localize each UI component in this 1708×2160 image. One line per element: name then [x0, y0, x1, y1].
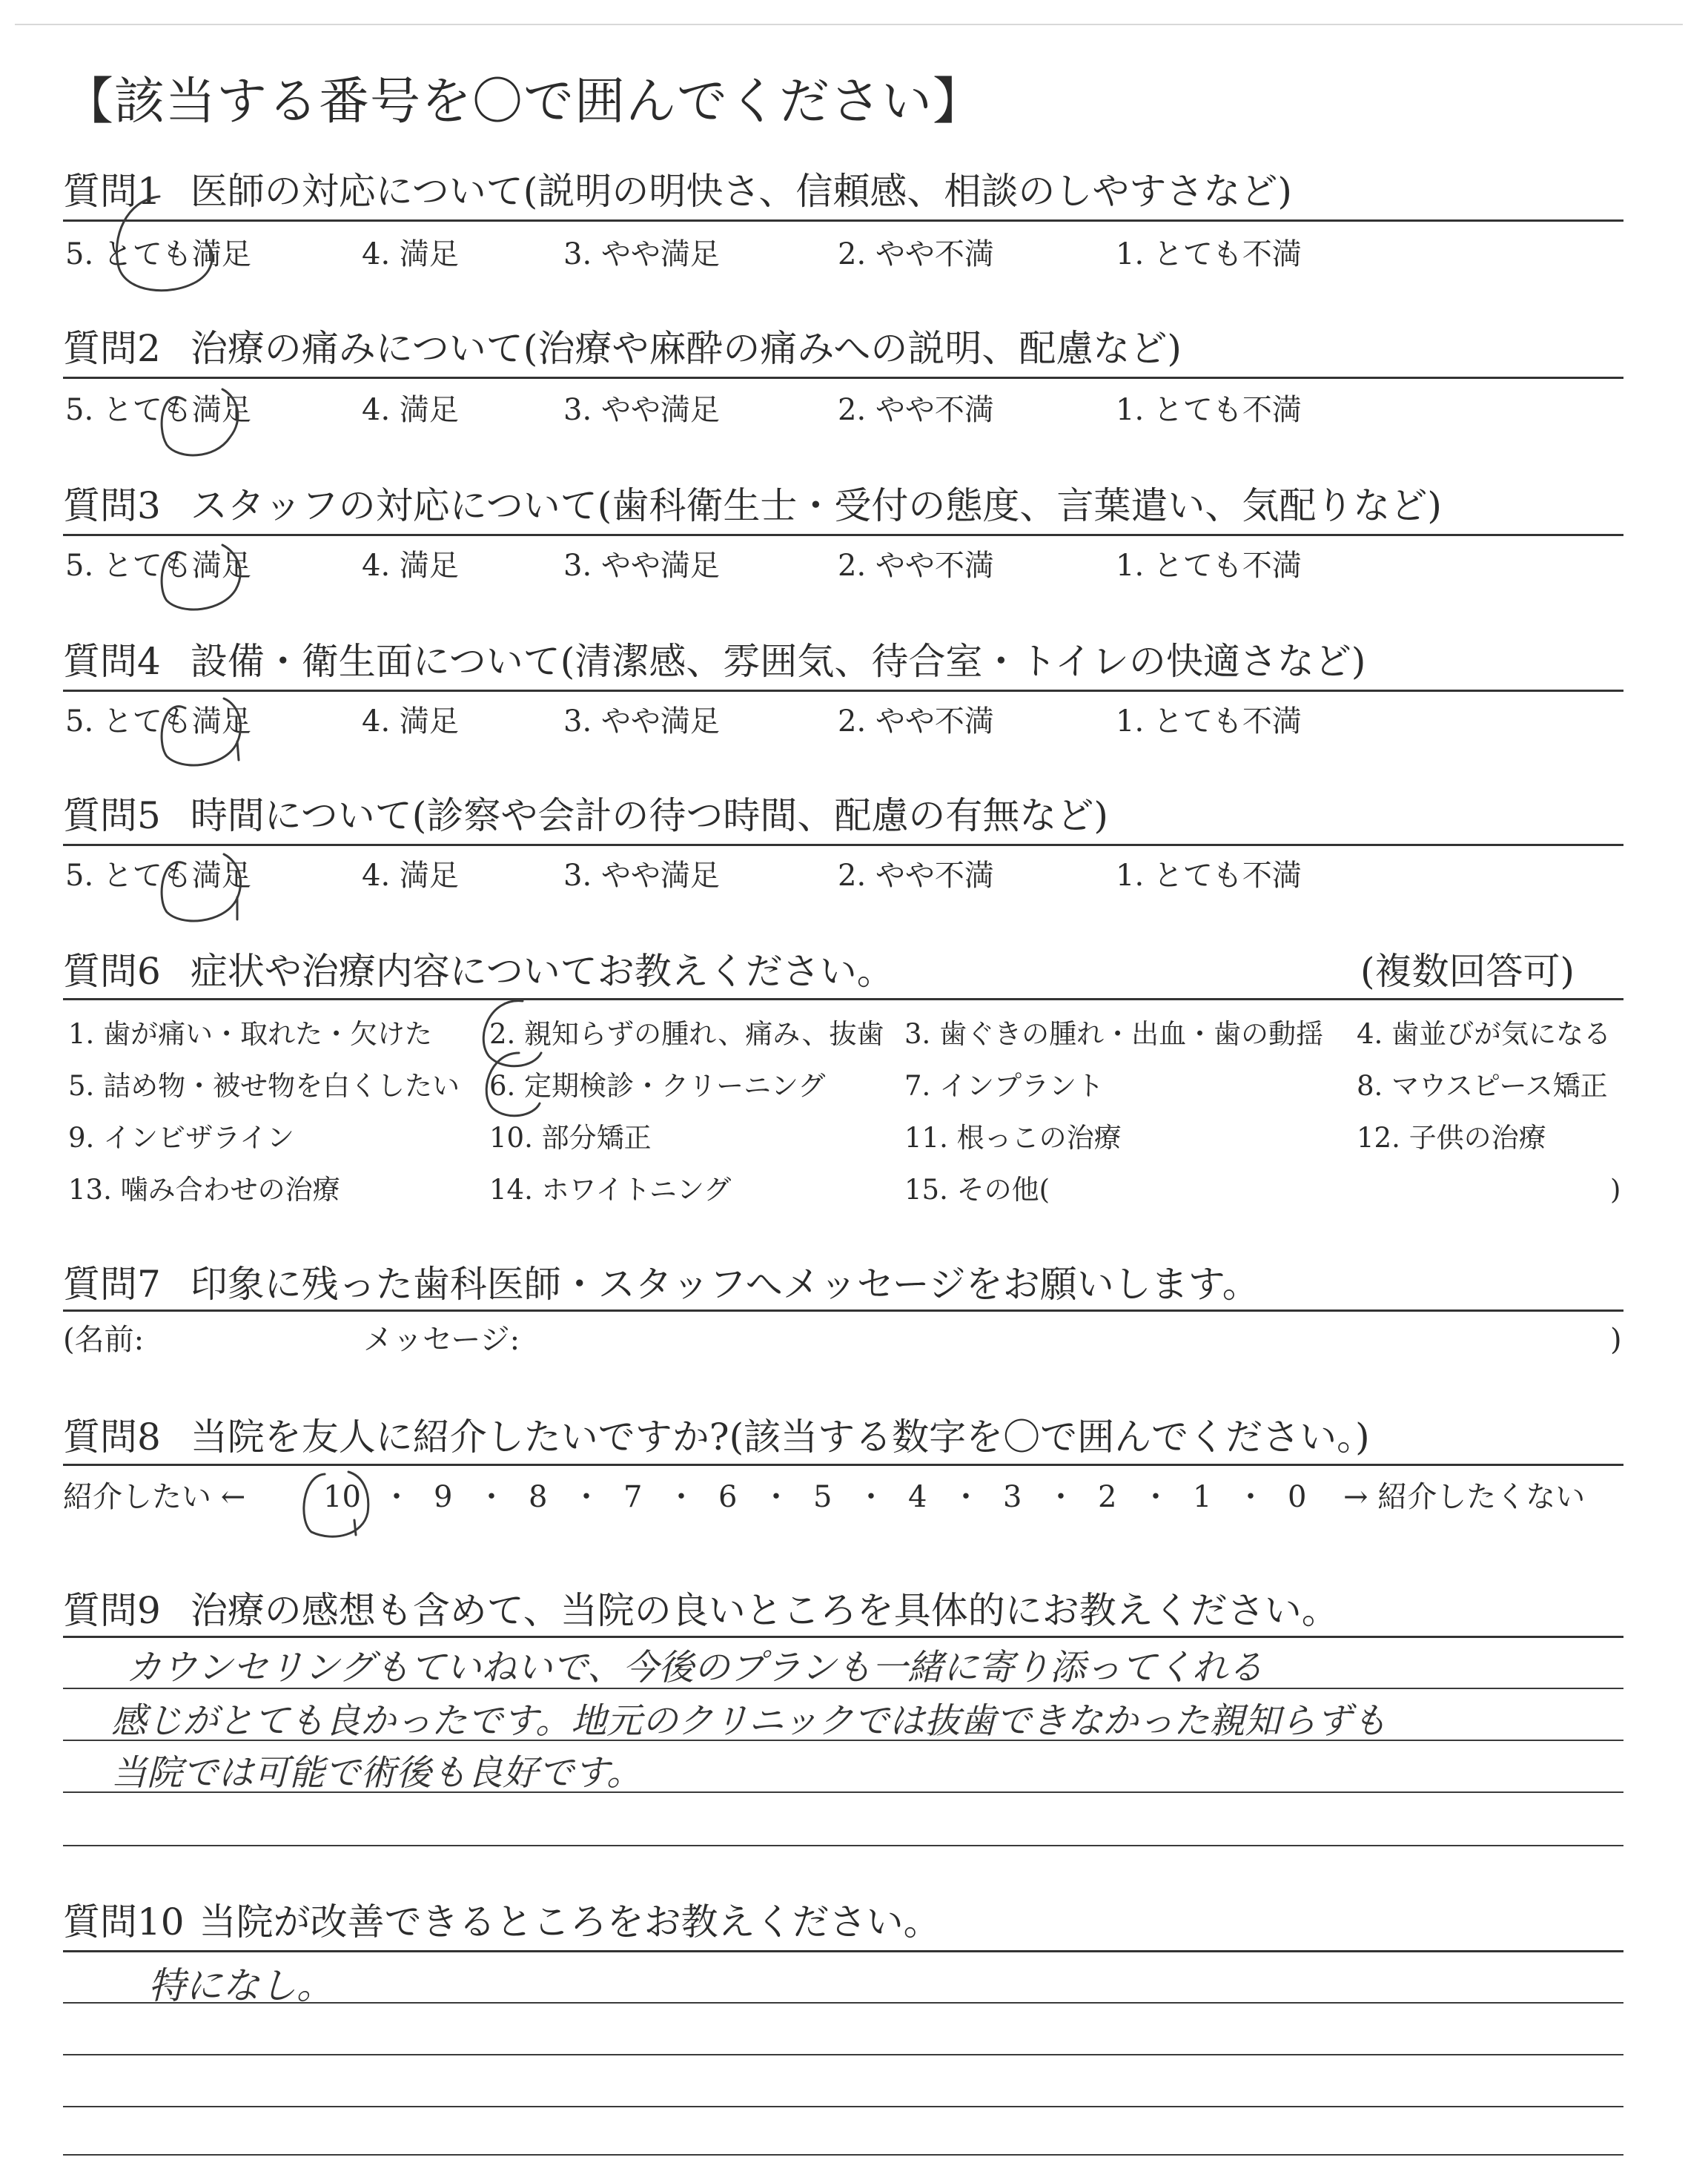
question-rule [63, 1464, 1623, 1466]
question-label: 質問7 [63, 1263, 161, 1306]
q6-item-5[interactable]: 5. 詰め物・被せ物を白くしたい [68, 1070, 460, 1102]
q6-item-4[interactable]: 4. 歯並びが気になる [1357, 1018, 1612, 1050]
separator: ・ [572, 1480, 601, 1514]
question-7-title [63, 1262, 1260, 1307]
q1-option-4[interactable]: 4. 満足 [362, 237, 459, 271]
separator: ・ [666, 1480, 696, 1514]
question-text: 医師の対応について(説明の明快さ、信頼感、相談のしやすさなど) [190, 170, 1292, 213]
q4-option-2[interactable]: 2. やや不満 [838, 704, 994, 739]
score-7[interactable]: 7 [623, 1480, 643, 1514]
q3-option-3[interactable]: 3. やや満足 [563, 549, 720, 583]
answer-line [63, 2154, 1623, 2156]
question-rule [63, 690, 1623, 692]
question-text: 症状や治療内容についてお教えください。 [190, 950, 894, 993]
question-text: 治療の感想も含めて、当院の良いところを具体的にお教えください。 [190, 1589, 1339, 1632]
score-0[interactable]: 0 [1288, 1480, 1307, 1514]
question-6-title [63, 949, 894, 994]
q1-option-2[interactable]: 2. やや不満 [838, 237, 994, 271]
question-5-title [63, 793, 1108, 838]
top-rule [15, 24, 1683, 25]
separator: ・ [382, 1480, 411, 1514]
question-text: 時間について(診察や会計の待つ時間、配慮の有無など) [190, 794, 1108, 837]
score-9[interactable]: 9 [434, 1480, 453, 1514]
question-4-title [63, 639, 1366, 684]
q6-item-15[interactable]: 15. その他( [904, 1174, 1050, 1206]
question-rule [63, 1636, 1623, 1638]
question-label: 質問5 [63, 794, 161, 837]
q1-option-5[interactable]: 5. とても満足 [65, 237, 251, 271]
question-rule [63, 998, 1623, 1000]
question-8-title [63, 1415, 1370, 1459]
q6-item-10[interactable]: 10. 部分矯正 [489, 1122, 652, 1154]
q1-option-3[interactable]: 3. やや満足 [563, 237, 720, 271]
question-3-title [63, 483, 1442, 528]
q6-item-8[interactable]: 8. マウスピース矯正 [1357, 1070, 1608, 1102]
q9-answer-line-2[interactable]: 感じがとても良かったです。地元のクリニックでは抜歯できなかった親知らずも [111, 1700, 1388, 1742]
answer-line [63, 2106, 1623, 2107]
question-10-title [63, 1900, 941, 1944]
q4-option-3[interactable]: 3. やや満足 [563, 704, 720, 739]
q6-item-12[interactable]: 12. 子供の治療 [1357, 1122, 1546, 1154]
q5-option-5[interactable]: 5. とても満足 [65, 859, 251, 893]
separator: ・ [761, 1480, 791, 1514]
q3-option-1[interactable]: 1. とても不満 [1116, 549, 1302, 583]
question-label: 質問10 [63, 1900, 185, 1943]
q2-option-1[interactable]: 1. とても不満 [1116, 393, 1302, 427]
recommend-label: 紹介したい ← [63, 1480, 246, 1514]
question-rule [63, 377, 1623, 379]
q5-option-1[interactable]: 1. とても不満 [1116, 859, 1302, 893]
q6-other-close-paren: ) [1610, 1174, 1621, 1206]
question-text: 治療の痛みについて(治療や麻酔の痛みへの説明、配慮など) [190, 327, 1182, 370]
score-8[interactable]: 8 [529, 1480, 548, 1514]
score-5[interactable]: 5 [813, 1480, 833, 1514]
q6-item-11[interactable]: 11. 根っこの治療 [904, 1122, 1122, 1154]
q2-option-3[interactable]: 3. やや満足 [563, 393, 720, 427]
separator: ・ [1046, 1480, 1076, 1514]
question-label: 質問2 [63, 327, 161, 370]
q10-answer[interactable]: 特になし。 [148, 1964, 334, 2007]
message-field-label[interactable]: メッセージ: [363, 1323, 520, 1357]
question-9-title [63, 1588, 1339, 1633]
q6-item-6[interactable]: 6. 定期検診・クリーニング [489, 1070, 826, 1102]
message-close-paren: ) [1610, 1323, 1622, 1357]
score-1[interactable]: 1 [1193, 1480, 1212, 1514]
question-label: 質問9 [63, 1589, 161, 1632]
question-label: 質問1 [63, 170, 161, 213]
q5-option-4[interactable]: 4. 満足 [362, 859, 459, 893]
question-text: 当院を友人に紹介したいですか?(該当する数字を〇で囲んでください。) [190, 1416, 1370, 1459]
q4-option-5[interactable]: 5. とても満足 [65, 704, 251, 739]
question-label: 質問3 [63, 484, 161, 527]
q1-option-1[interactable]: 1. とても不満 [1116, 237, 1302, 271]
q4-option-1[interactable]: 1. とても不満 [1116, 704, 1302, 739]
q6-item-9[interactable]: 9. インビザライン [68, 1122, 294, 1154]
question-label: 質問4 [63, 640, 161, 683]
question-text: 当院が改善できるところをお教えください。 [199, 1900, 941, 1943]
q9-answer-line-3[interactable]: 当院では可能で術後も良好です。 [111, 1752, 643, 1794]
q6-item-13[interactable]: 13. 噛み合わせの治療 [68, 1174, 340, 1206]
separator: ・ [477, 1480, 506, 1514]
multiple-answers-note: (複数回答可) [1360, 950, 1575, 993]
q6-item-7[interactable]: 7. インプラント [904, 1070, 1105, 1102]
q3-option-4[interactable]: 4. 満足 [362, 549, 459, 583]
question-text: 印象に残った歯科医師・スタッフへメッセージをお願いします。 [190, 1263, 1260, 1306]
form-instruction: 【該当する番号を〇で囲んでください】 [63, 73, 984, 131]
question-text: 設備・衛生面について(清潔感、雰囲気、待合室・トイレの快適さなど) [190, 640, 1366, 683]
separator: ・ [951, 1480, 981, 1514]
score-2[interactable]: 2 [1098, 1480, 1117, 1514]
separator: ・ [1236, 1480, 1265, 1514]
q2-option-4[interactable]: 4. 満足 [362, 393, 459, 427]
q3-option-2[interactable]: 2. やや不満 [838, 549, 994, 583]
q3-option-5[interactable]: 5. とても満足 [65, 549, 251, 583]
question-1-title [63, 169, 1292, 214]
q2-option-2[interactable]: 2. やや不満 [838, 393, 994, 427]
score-4[interactable]: 4 [908, 1480, 927, 1514]
name-field-label[interactable]: (名前: [63, 1323, 145, 1357]
q6-item-3[interactable]: 3. 歯ぐきの腫れ・出血・歯の動揺 [904, 1018, 1324, 1050]
question-rule [63, 534, 1623, 536]
q9-answer-line-1[interactable]: カウンセリングもていねいで、今後のプランも一緒に寄り添ってくれる [126, 1647, 1264, 1688]
q6-item-1[interactable]: 1. 歯が痛い・取れた・欠けた [68, 1018, 433, 1050]
score-10[interactable]: 10 [323, 1480, 361, 1514]
question-label: 質問6 [63, 950, 161, 993]
q2-option-5[interactable]: 5. とても満足 [65, 393, 251, 427]
separator: ・ [856, 1480, 886, 1514]
answer-line [63, 2054, 1623, 2055]
question-2-title [63, 326, 1182, 371]
answer-line [63, 1845, 1623, 1846]
question-text: スタッフの対応について(歯科衛生士・受付の態度、言葉遣い、気配りなど) [190, 484, 1442, 527]
q4-option-4[interactable]: 4. 満足 [362, 704, 459, 739]
q6-item-2[interactable]: 2. 親知らずの腫れ、痛み、抜歯 [489, 1018, 884, 1050]
question-rule [63, 1950, 1623, 1952]
q6-item-14[interactable]: 14. ホワイトニング [489, 1174, 732, 1206]
q5-option-2[interactable]: 2. やや不満 [838, 859, 994, 893]
question-label: 質問8 [63, 1416, 161, 1459]
question-rule [63, 1309, 1623, 1312]
not-recommend-label: → 紹介したくない [1343, 1480, 1586, 1514]
q5-option-3[interactable]: 3. やや満足 [563, 859, 720, 893]
question-rule [63, 844, 1623, 846]
score-6[interactable]: 6 [718, 1480, 738, 1514]
question-rule [63, 219, 1623, 222]
separator: ・ [1141, 1480, 1171, 1514]
score-3[interactable]: 3 [1003, 1480, 1022, 1514]
